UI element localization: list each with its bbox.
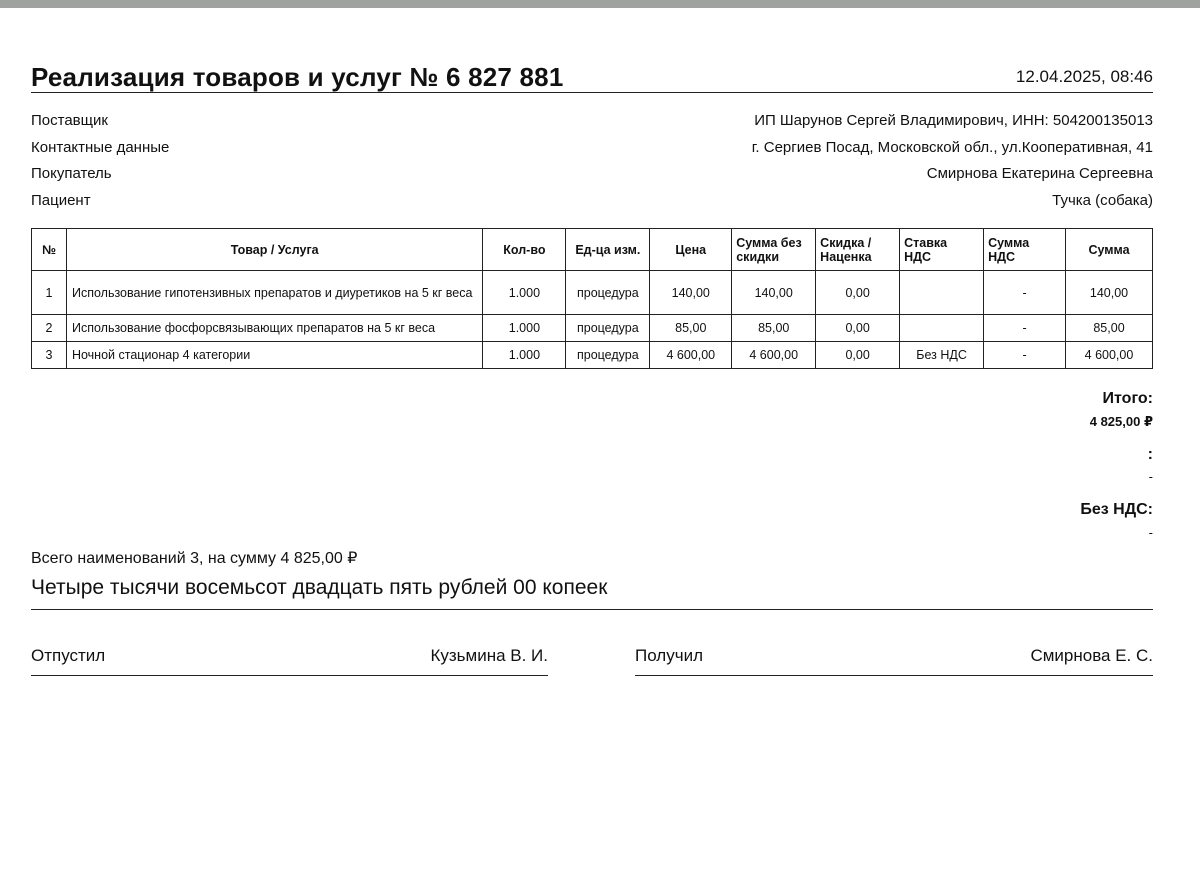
info-label: Пациент — [31, 192, 91, 209]
signature-released — [31, 646, 548, 676]
cell-sum-no-discount: 85,00 — [732, 315, 816, 342]
cell-total: 140,00 — [1066, 271, 1153, 315]
col-header-sum-no-discount: Сумма без скидки — [732, 229, 816, 271]
signature-name: Кузьмина В. И. — [430, 646, 548, 665]
info-row-buyer — [31, 165, 1153, 187]
table-row — [32, 271, 1153, 315]
signature-name: Смирнова Е. С. — [1030, 646, 1153, 665]
signature-label: Получил — [635, 646, 703, 665]
info-row-supplier — [31, 112, 1153, 134]
info-value: г. Сергиев Посад, Московской обл., ул.Кооперативная, 41 — [751, 139, 1153, 156]
col-header-num: № — [32, 229, 67, 271]
info-row-contacts — [31, 139, 1153, 161]
col-header-unit: Ед-ца изм. — [566, 229, 650, 271]
no-vat-value: - — [1148, 525, 1153, 540]
cell-total: 85,00 — [1066, 315, 1153, 342]
col-header-discount: Скидка / Наценка — [816, 229, 900, 271]
cell-sum-no-discount: 4 600,00 — [732, 342, 816, 369]
cell-vat-sum: - — [984, 315, 1066, 342]
cell-unit: процедура — [566, 315, 650, 342]
table-row — [32, 315, 1153, 342]
cell-price: 4 600,00 — [650, 342, 732, 369]
cell-total: 4 600,00 — [1066, 342, 1153, 369]
col-header-price: Цена — [650, 229, 732, 271]
tax-value: - — [1148, 469, 1153, 484]
col-header-vat-rate: Ставка НДС — [900, 229, 984, 271]
info-value: Смирнова Екатерина Сергеевна — [926, 165, 1153, 182]
tax-label: : — [1147, 446, 1153, 463]
cell-name: Ночной стационар 4 категории — [66, 342, 482, 369]
col-header-total: Сумма — [1066, 229, 1153, 271]
col-header-vat-sum: Сумма НДС — [984, 229, 1066, 271]
amount-in-words: Четыре тысячи восемьсот двадцать пять рублей 00 копеек — [31, 576, 1153, 610]
cell-unit: процедура — [566, 271, 650, 315]
info-value: Тучка (собака) — [1052, 192, 1153, 209]
info-label: Контактные данные — [31, 139, 170, 156]
total-value: 4 825,00 ₽ — [1089, 414, 1153, 429]
document-header — [31, 62, 1153, 93]
cell-vat-rate: Без НДС — [900, 342, 984, 369]
cell-discount: 0,00 — [816, 315, 900, 342]
cell-discount: 0,00 — [816, 271, 900, 315]
cell-qty: 1.000 — [483, 342, 566, 369]
info-row-patient — [31, 192, 1153, 214]
signature-label: Отпустил — [31, 646, 106, 665]
cell-discount: 0,00 — [816, 342, 900, 369]
cell-num: 1 — [32, 271, 67, 315]
document-datetime: 12.04.2025, 08:46 — [1015, 67, 1153, 86]
table-row — [32, 342, 1153, 369]
cell-vat-rate — [900, 271, 984, 315]
cell-qty: 1.000 — [483, 271, 566, 315]
cell-vat-sum: - — [984, 342, 1066, 369]
info-label: Поставщик — [31, 112, 108, 129]
signature-received — [635, 646, 1153, 676]
cell-vat-sum: - — [984, 271, 1066, 315]
cell-unit: процедура — [566, 342, 650, 369]
page-title: Реализация товаров и услуг № 6 827 881 — [31, 62, 564, 92]
cell-name: Использование фосфорсвязывающих препаратов на 5 кг веса — [66, 315, 482, 342]
info-value: ИП Шарунов Сергей Владимирович, ИНН: 504200135013 — [754, 112, 1153, 129]
cell-name: Использование гипотензивных препаратов и диуретиков на 5 кг веса — [66, 271, 482, 315]
top-bar — [0, 0, 1200, 8]
col-header-qty: Кол-во — [483, 229, 566, 271]
total-label: Итого: — [1102, 390, 1153, 407]
table-header-row — [32, 229, 1153, 271]
items-summary: Всего наименований 3, на сумму 4 825,00 ₽ — [31, 550, 358, 567]
items-table — [31, 228, 1153, 369]
cell-price: 85,00 — [650, 315, 732, 342]
cell-vat-rate — [900, 315, 984, 342]
cell-num: 3 — [32, 342, 67, 369]
no-vat-label: Без НДС: — [1080, 501, 1153, 518]
cell-num: 2 — [32, 315, 67, 342]
cell-qty: 1.000 — [483, 315, 566, 342]
cell-sum-no-discount: 140,00 — [732, 271, 816, 315]
info-label: Покупатель — [31, 165, 112, 182]
col-header-name: Товар / Услуга — [66, 229, 482, 271]
cell-price: 140,00 — [650, 271, 732, 315]
